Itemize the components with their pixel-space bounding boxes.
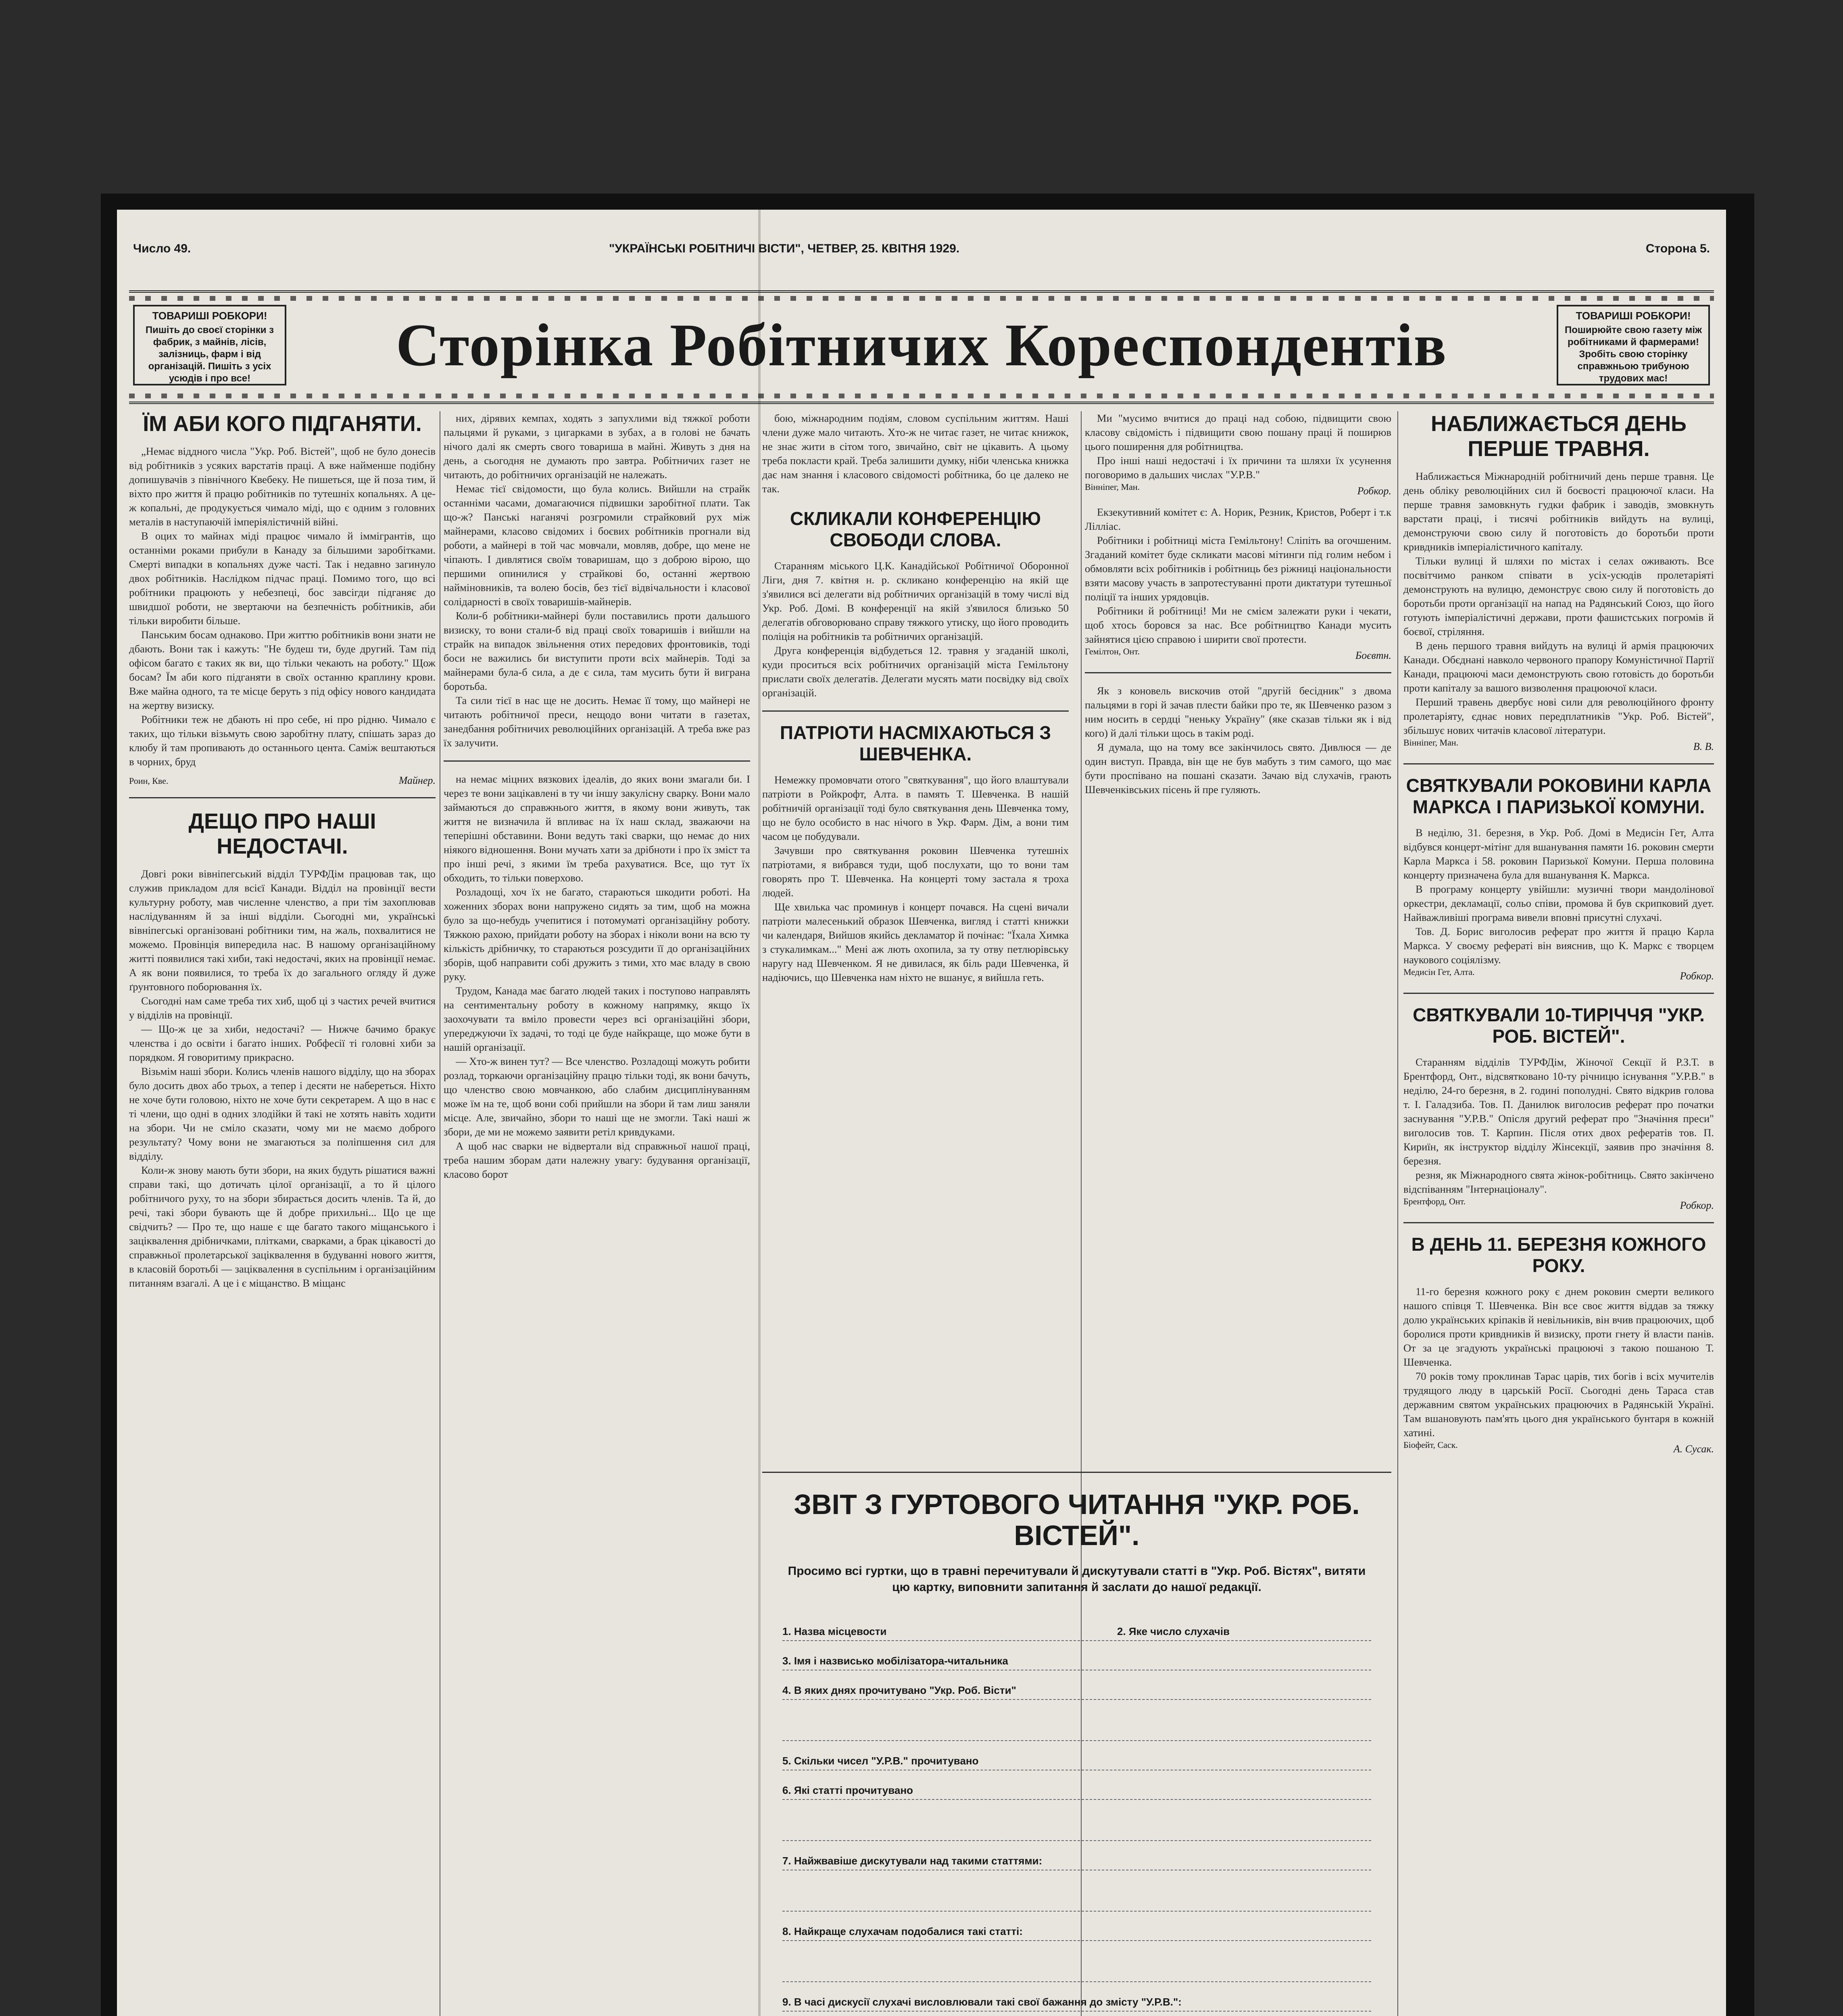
- article-paragraph: Панським босам однаково. При життю робітників вони знати не дбають. Вони так і кажуть: "Не будеш ти, буде другий. Там під офісом багато є таких як ви, що тільки чекають на роботу." Щож босам? Їм аби кого підганяти в своїх останню краплину крови. Вже майна одного, та те місце беруть з під офісу нового кандидата на жертву визиску.: [129, 629, 436, 712]
- divider: [1085, 672, 1391, 673]
- article-paragraph: Про інші наші недостачі і їх причини та шляхи їх усунення поговоримо в дальших числах "У.Р.В.": [1085, 454, 1391, 481]
- divider: [762, 1472, 1391, 1473]
- article-paragraph: 70 років тому проклинав Тарас царів, тих богів і всіх мучителів трудящого люду в царській Росії. Сьогодні день Тараса став державним святом українських працюючих в Радянській Україні. Там вшановують пам'ять цього дня українського бунтаря в кожній хатині.: [1403, 1370, 1714, 1439]
- form-field-days[interactable]: [782, 1670, 1371, 1700]
- form-question: 4. В яких днях прочитувано "Укр. Роб. Вісти": [782, 1684, 1016, 1696]
- article-paragraph: В оцих то майнах міді працює чимало й іммігрантів, що останніми роками прибули в Канаду за більшими заробітками. Смерті випадки в копальнях дуже часті. Так і недавно загинуло двох робітників. Наслідком підчас праці. Помимо того, що всі робітники працюють у небезпеці, бос завсігди підганяє до швидшої роботи, не звертаючи на безпечність робітників, аби тільки виробити більше.: [129, 530, 436, 627]
- column-1: [129, 411, 436, 2016]
- form-field-location[interactable]: [782, 1612, 1371, 1641]
- form-field-discussed[interactable]: [782, 1841, 1371, 1870]
- page-banner: [129, 290, 1714, 404]
- article-paragraph: В неділю, 31. березня, в Укр. Роб. Домі в Медисін Гет, Алта відбувся концерт-мітінг для вшанування памяти 16. роковин смерти Карла Маркса і 58. роковин Паризької Комуни. Перша половина концерту призначена була для вшанування К. Маркса.: [1403, 826, 1714, 881]
- right-appeal-head: ТОВАРИШІ РОБКОРИ!: [1576, 310, 1691, 322]
- article-paragraph: Я думала, що на тому все закінчилось свято. Дивлюся — де один виступ. Правда, він ще не був мабуть з тим самого, що має бути проспівано на пошані сказати. Зачаю від слухачів, грають Шевченківських пісень й пре гуляють.: [1085, 741, 1391, 796]
- form-question: 3. Імя і назвисько мобілізатора-читальника: [782, 1655, 1008, 1667]
- article-location: Медисін Гет, Алта.: [1403, 966, 1475, 977]
- column-4: [1085, 411, 1391, 1468]
- article-location: Гемілтон, Онт.: [1085, 646, 1140, 656]
- divider: [1403, 993, 1714, 994]
- divider: [129, 797, 436, 798]
- article-title: ПАТРІОТИ НАСМІХАЮТЬСЯ З ШЕВЧЕНКА.: [780, 722, 1051, 764]
- issue-number: Число 49.: [133, 242, 191, 255]
- article-title: ЇМ АБИ КОГО ПІДГАНЯТИ.: [143, 412, 422, 436]
- article-title: НАБЛИЖАЄТЬСЯ ДЕНЬ ПЕРШЕ ТРАВНЯ.: [1431, 412, 1687, 461]
- article-paragraph: Розладощі, хоч їх не багато, стараються шкодити роботі. На хоженних зборах вони напружено сидять за тим, щоб на можна було за що-небудь учепитися і потомуматі організаційну роботу. Тяжкою рахою, прийдати роботу на зборах і ніколи вони на всю ту кількість дрібничку, то стараються розсудити її до організаційних зборів, щоб направити собі дружить з тими, хто має владу в свою руку.: [444, 886, 750, 983]
- article-signature: Майнер.: [398, 775, 436, 787]
- form-intro: Просимо всі гуртки, що в травні перечитували й дискутували статті в "Укр. Роб. Вістях", витяти цю картку, виповнити запитання й заслати до нашої редакції.: [788, 1564, 1366, 1594]
- article-paragraph: Робітники й робітниці! Ми не смієм залежати руки і чекати, щоб хтось боровся за нас. Все робітництво Канади мусить зайнятися цією справою і ширити свої протести.: [1085, 605, 1391, 645]
- form-question: 7. Найжвавіше дискутували над такими статтями:: [782, 1855, 1042, 1867]
- article-paragraph: на немає міцних вязкових ідеалів, до яких вони змагали би. І через те вони зацікавлені в ту чи іншу закулісну сварку. Вони мало займаються до справжнього життя, в якому вони живуть, так життя не визначила й впливає на їх наш склад, зважаючи на теперішні обставини. Вони ведуть такі сварки, що немає до них ніякого відношення. Вони мучать хати за дрібноти і про їх зміст та про інші речі, з якими їм треба рахуватися. Все, що тут їх обходить, то тільки поверхово.: [444, 773, 750, 884]
- form-question: 5. Скільки чисел "У.Р.В." прочитувано: [782, 1755, 979, 1767]
- article-location: Біофейт, Саск.: [1403, 1439, 1458, 1450]
- form-field-organizer[interactable]: [782, 1641, 1371, 1670]
- article-paragraph: Як з коновель вискочив отой "другій бесідник" з двома пальцями в горі й зачав плести байки про те, як Шевченко разом з ним носить в сердці "неньку Україну" (яке сказав тільки як і від кого) й далі тільки щось в такім роді.: [1085, 685, 1391, 739]
- article-paragraph: Ще хвилька час проминув і концерт почався. На сцені вичали патріоти малесенький образок Шевченка, вигляд і статті книжки чи календаря, Вийшов якийсь декламатор й почінає: "Їхала Химка з стукалимкам..." Мені аж лють охопила, за ту отву петлюрівську наругу над Шевченком. Я не дивилася, як біль ради Шевченка, й надіючись, що Шевченка нам ніхто не вшанує, я вийшла геть.: [762, 900, 1069, 983]
- right-appeal-text: Поширюйте свою газету між робітниками й фармерами! Зробіть свою сторінку справжньою трибуною трудових мас!: [1564, 325, 1702, 384]
- article-paragraph: Ми "мусимо вчитися до праці над собою, підвищити свою класову свідомість і підвищити свою пошану праці й поширюв цього поширення для робітництва.: [1085, 412, 1391, 452]
- article-paragraph: Та сили тієї в нас ще не досить. Немає її тому, що майнері не читають робітничої преси, нещодо вони читати в газетах, занедбання робітничих революційних організацій. А треба вже раз їх залучити.: [444, 694, 750, 749]
- form-blank-line[interactable]: [782, 1800, 1371, 1841]
- reading-report-form: [762, 1472, 1391, 2016]
- article-paragraph: Перший травень двербує нові сили для революційного фронту пролетаріяту, єднає нових передплатників "Укр. Роб. Вістей", збільшує нових читачів класової літератури.: [1403, 696, 1714, 737]
- article-paragraph: Візьмім наші збори. Колись членів нашого відділу, що на зборах було досить двох або трьох, а тепер і десяти не набереться. Ніхто не хоче бути головою, ніхто не хоче бути секретарем. А що в нас є ті члени, що одні в одних злодійки й такі не хотять навіть ходити на збори. Чи не сміло сказати, чому ми не маємо доброго результату? Чому вони не змагаються за поліпшення сил для відділу.: [129, 1065, 436, 1162]
- article-paragraph: В програму концерту увійшли: музичні твори мандолінової оркестри, декламації, сольо співи, промова й був скрипковий дует. Найважливіші програма вивели вповні присутні слухачі.: [1403, 883, 1714, 923]
- form-field-issues[interactable]: [782, 1741, 1371, 1770]
- article-paragraph: В день першого травня вийдуть на вулиці й армія працюючих Канади. Обєднані навколо червоного прапору Комуністичної Партії Канади, працюючі маси демонструють свою готовість до боротьби проти капіталу за вашого визволення працюючої класи.: [1403, 639, 1714, 694]
- divider: [444, 760, 750, 762]
- divider: [1403, 1222, 1714, 1223]
- left-appeal-text: Пишіть до своєї сторінки з фабрик, з майнів, лісів, залізниць, фарм і від організацій. Пишіть з усіх усюдів і про все!: [145, 325, 274, 384]
- article-signature: В. В.: [1693, 741, 1714, 753]
- form-blank-line[interactable]: [782, 2012, 1371, 2016]
- article-paragraph: Старанням відділів ТУРФДім, Жіночої Секції й Р.З.Т. в Брентфорд, Онт., відсвятковано 10-ту річницю існування "У.Р.В." в неділю, 24-го березня, в 2. годині пополудні. Свято відкрив голова т. І. Галадзиба. Тов. П. Данилюк виголосив реферат про початки заснування "У.Р.В." Опісля другий реферат про "Значіння преси" виголосив тов. Т. Карпин. Після отих двох рефератів тов. П. Кириїн, як інструктор відділу Жінсекції, заявив про значіння 8. березня.: [1403, 1056, 1714, 1167]
- form-blank-line[interactable]: [782, 1941, 1371, 1982]
- article-paragraph: них, дірявих кемпах, ходять з запухлими від тяжкої роботи пальцями й руками, з цигарками в зубах, а в голові не бачать нічого далі як смерть свого товариша в майні. Живуть з дня на день, а сьогодня не думають про завтра. Робітничих газет не читають, до робітничих організацій не належать.: [444, 412, 750, 481]
- article-paragraph: Зачувши про святкування роковин Шевченка тутешніх патріотами, я вибрався туди, щоб послухати, що то вони там говорять про Т. Шевченка. На концерті тому застала я троха людей.: [762, 844, 1069, 899]
- article-paragraph: Тільки вулиці й шляхи по містах і селах оживають. Все посвітчимо ранком співати в усіх-усюдів пролетаріяті демонструють на вулицю, демонструє свою силу й поготовість до боротьби проти організації на напад на Радянський Союз, що його готують імперіалістичні держави, проти фашистських погромів й боєвої, стріляння.: [1403, 555, 1714, 638]
- divider: [1403, 763, 1714, 764]
- article-signature: А. Сусак.: [1673, 1443, 1714, 1455]
- column-fold: [758, 210, 761, 2016]
- article-paragraph: Трудом, Канада має багато людей таких і поступово направлять на сентиментальну роботу в кожному напрямку, якщо їх заохочувати та вміло провести через всі організаційні збори, упереджуючи їх задачі, то тоді це буде найкраще, що може бути в нашій організації.: [444, 985, 750, 1053]
- article-paragraph: Довгі роки вівніпегський відділ ТУРФДім працював так, що служив прикладом для всієї Канади. Відділ на провінції вести культурну роботу, мав численне членство, а при тім захоплював наслідуванням й за інші відділи. Сьогодні ми, українські вівніпегські організовані робітники тим, на жаль, похвалитися не можемо. Провінція випередила нас. В нашому організаційному житті появилися такі хиби, такі недостачі, яких на провінції немає. А як вони появилися, то треба їх до загального огляду й дуже ґрунтовного поборювання їх.: [129, 868, 436, 993]
- left-appeal-box: [133, 305, 286, 385]
- article-paragraph: „Немає віддного числа "Укр. Роб. Вістей", щоб не було донесів від робітників з усяких варстатів праці. А вже найменше подібну допишувачів з північного Квебеку. Не пишеться, ще й поза тим, й віхто про життя й працю робітників по тутешніх копальнях. А це-ж копальні, де продукується чимало міді, що є одним з головних металів в наступаючій імперіялістичній війні.: [129, 445, 436, 528]
- article-paragraph: Друга конференція відбудеться 12. травня у згаданій школі, куди проситься всіх робітничих організацій міста Гемільтону прислати своїх делегатів. Делегати мусять мати посвідку від своїх організацій.: [762, 644, 1069, 699]
- right-appeal-box: [1557, 305, 1710, 385]
- article-location: Роин, Кве.: [129, 776, 169, 786]
- column-5: [1403, 411, 1714, 2016]
- form-field-wishes[interactable]: [782, 1982, 1371, 2012]
- article-paragraph: Наближається Міжнародній робітничий день перше травня. Це день обліку революційних сил й боєвості працюючої класи. На перше травня замовкнуть гудки фабрик і заводів, змовкнуть варстати праці, і тисячі робітників вийдуть на вулиці, демонструючи свою силу й поготовість до боротьби проти кривдників імперіалістичного капіталу.: [1403, 470, 1714, 553]
- form-blank-line[interactable]: [782, 1870, 1371, 1912]
- article-paragraph: — Що-ж це за хиби, недостачі? — Нижче бачимо бракує членства і до освіти і багато інших. Робфесії ті головні хиби за порядком. Я говоритиму прикрасно.: [129, 1023, 436, 1064]
- article-paragraph: Тов. Д. Борис виголосив реферат про життя й працю Карла Маркса. У своєму рефераті він вияснив, що К. Маркс є творцем наукового соціялізму.: [1403, 925, 1714, 966]
- article-paragraph: Немає тієї свідомости, що була колись. Вийшли на страйк останніми часами, домагаючися підвишки заробітної плати. Так що-ж? Панські наганячі розгромили страйковий рух між майнерами, класово свідомих і боєвих робітників прогнали від роботи, а майнері в той час мовчали, мовляв, добре, що мене не чіпають. І дивлятися своїм товаришам, що з доброю вірою, що першими опинилися у страйкові бо, останні жертвою найміновників, та волею босів, без тієї відвічальности і класової солідарності в своїх товаришів-майнерів.: [444, 483, 750, 608]
- column-rule: [1397, 411, 1398, 2016]
- form-question: 6. Які статті прочитувано: [782, 1784, 913, 1796]
- form-title: ЗВІТ З ГУРТОВОГО ЧИТАННЯ "УКР. РОБ. ВІСТЕЙ".: [794, 1489, 1360, 1551]
- article-title: СВЯТКУВАЛИ РОКОВИНИ КАРЛА МАРКСА І ПАРИЗЬКОЇ КОМУНИ.: [1406, 775, 1712, 818]
- article-paragraph: 11-го березня кожного року є днем роковин смерти великого нашого співця Т. Шевченка. Він все своє життя віддав за тяжку долю українських кріпаків й невільників, він вчив працюючих, щоб боролися проти кривдників й визиску, проти гнету й власти панів. От за це згадують українські працюючі з такою пошаною Т. Шевченка.: [1403, 1285, 1714, 1368]
- banner-ornament-top: [129, 296, 1714, 301]
- newspaper-page: [117, 210, 1726, 2016]
- form-field-liked[interactable]: [782, 1912, 1371, 1941]
- article-title: В ДЕНЬ 11. БЕРЕЗНЯ КОЖНОГО РОКУ.: [1411, 1233, 1706, 1276]
- article-signature: Боєвтн.: [1355, 650, 1391, 661]
- article-paragraph: Робітники теж не дбають ні про себе, ні про рідню. Чимало є таких, що тільки візьмуть свою заробітну плату, спішать зараз до клюбу й там пропивають до останнього цента. Саміж вештаються в чорних, бруд: [129, 713, 436, 768]
- article-title: ДЕЩО ПРО НАШІ НЕДОСТАЧІ.: [188, 809, 376, 859]
- left-appeal-head: ТОВАРИШІ РОБКОРИ!: [152, 310, 267, 322]
- article-paragraph: Немежку промовчати отого "святкування", що його влаштували патріоти в Ройкрофт, Алта. в память Т. Шевченка. В нашій робітничій організації тоді було святкування день Шевченка тому, що не було особисто в нас нічого в Укр. Фарм. Дім, а вони тим часом це побудували.: [762, 773, 1069, 842]
- divider: [762, 710, 1069, 712]
- form-question: 1. Назва місцевости: [782, 1625, 887, 1637]
- article-title: СКЛИКАЛИ КОНФЕРЕНЦІЮ СВОБОДИ СЛОВА.: [790, 508, 1041, 550]
- form-blank-line[interactable]: [782, 1700, 1371, 1741]
- article-paragraph: резня, як Міжнародного свята жінок-робітниць. Свято закінчено відспіванням "Інтернаціоналу".: [1403, 1168, 1714, 1195]
- column-2: [444, 411, 750, 2016]
- article-paragraph: Старанням міського Ц.К. Канадійської Робітничої Оборонної Ліги, дня 7. квітня н. р. скликано конференцію на якій ще з'явилися всі делегати від робітничих організацій в тому числі від Укр. Роб. Домі. В конференції на якій з'явилося близько 50 делегатів обговорювано справу тяжкого утиску, що його проводить поліція на робітників та робітничих організацій.: [762, 559, 1069, 642]
- running-header: [133, 242, 1710, 266]
- form-question: 2. Яке число слухачів: [1117, 1625, 1230, 1637]
- article-signature: Робкор.: [1680, 970, 1714, 982]
- article-location: Вінніпег, Ман.: [1403, 737, 1459, 748]
- banner-ornament-bottom: [129, 394, 1714, 398]
- article-paragraph: Коли-ж знову мають бути збори, на яких будуть рішатися важні справи такі, що дотичать цілої організації, а то й цілого робітничого руху, то на збори збирається досить членів. Та й, до речі, такі збори бувають ще й добре прихильні... Що це ще свідчить? — Про те, що наше є ще багато такого міщанського і заціквалення дрібничками, плітками, сварками, а брак цікавості до справжньої пролетарської заціквалення в будуванні нового життя, в класовій боротьбі — заціквалення в суспільним і організаційним питанням взагалі. А це і є міщанство. В міщанс: [129, 1164, 436, 1289]
- article-title: СВЯТКУВАЛИ 10-ТИРІЧЧЯ "УКР. РОБ. ВІСТЕЙ".: [1413, 1004, 1705, 1047]
- article-paragraph: Сьогодні нам саме треба тих хиб, щоб ці з частих речей вчитися у відділів на провінції.: [129, 995, 436, 1021]
- article-paragraph: Коли-б робітники-майнері були поставились проти дальшого визиску, то вони стали-б від праці своїх товаришів і вийшли на страйк на випадок звільнення отих передових фронтовиків, тоді боси не важились би виступити проти всіх майнерів. Тоді за майнерами була-б сила, а де є сила, там мусить бути й виграна боротьба.: [444, 610, 750, 692]
- article-location: Вінніпег, Ман.: [1085, 482, 1140, 492]
- article-paragraph: — Хто-ж винен тут? — Все членство. Розладощі можуть робити розлад, торкаючи організаційну працю тільки тоді, як вони бачуть, що членство свою мовчанкою, або слабим дисциплінуванням може їм на те, щоб вони собі прийшли на збори й там лиш заняли місце. Але, звичайно, збори то наші ще не змогли. Такі наші ж збори, де ми не можемо заявити ретіл кривдуками.: [444, 1055, 750, 1138]
- article-location: Брентфорд, Онт.: [1403, 1196, 1466, 1206]
- banner-title: Сторінка Робітничих Кореспондентів: [396, 312, 1447, 379]
- form-field-articles[interactable]: [782, 1770, 1371, 1800]
- article-signature: Робкор.: [1357, 485, 1391, 497]
- column-3: [762, 411, 1069, 1468]
- article-paragraph: Екзекутивний комітет є: А. Норик, Резник, Кристов, Роберт і т.к Лілліас.: [1085, 506, 1391, 532]
- article-paragraph: А щоб нас сварки не відвертали від справжньої нашої праці, треба нашим зборам дати належну увагу: будування організації, класово борот: [444, 1140, 750, 1180]
- page-number: Сторона 5.: [1645, 242, 1710, 255]
- article-paragraph: бою, міжнародним подіям, словом суспільним життям. Наші члени дуже мало читають. Хто-ж не читає газет, не читає книжок, не знає жити в сітом того, звичайно, світ не цікавить. А цьому треба покласти край. Треба залишити думку, ніби членська книжка дає нам знання і класового свідомості робітника, бо це далеко не так.: [762, 412, 1069, 495]
- article-signature: Робкор.: [1680, 1199, 1714, 1211]
- form-question: 8. Найкраще слухачам подобалися такі статті:: [782, 1925, 1023, 1937]
- article-paragraph: Робітники і робітниці міста Гемільтону! Сліпіть ва огочшеним. Згаданий комітет буде скликати масові мітинги під голим небом і обмовляти всіх робітників і робітниць без ріжниці національности взяти масову участь в запротестуванні проти диктатури тутешньої поліції та інших урядовців.: [1085, 534, 1391, 603]
- form-question: 9. В часі дискусії слухачі висловлювали такі свої бажання до змісту "У.Р.В.":: [782, 1996, 1182, 2008]
- header-center-text: "УКРАЇНСЬКІ РОБІТНИЧІ ВІСТИ", ЧЕТВЕР, 25. КВІТНЯ 1929.: [609, 242, 960, 255]
